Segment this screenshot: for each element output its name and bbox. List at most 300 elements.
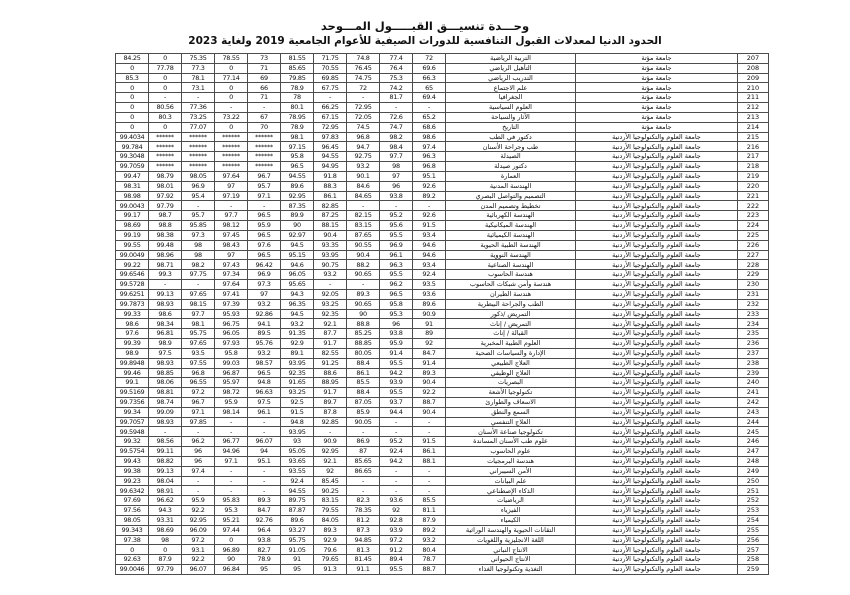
table-row xyxy=(116,260,769,270)
grade-value-cell: 99.34 xyxy=(116,407,149,417)
program-name-cell: العلوم الطبية المخبرية xyxy=(446,339,576,349)
grade-value-cell: 99.09 xyxy=(149,407,182,417)
grade-value-cell: 97.64 xyxy=(215,171,248,181)
grade-value-cell: 99.19 xyxy=(116,230,149,240)
grade-value-cell: 87.05 xyxy=(347,397,380,407)
grade-value-cell: 71 xyxy=(248,93,281,103)
row-number-cell: 245 xyxy=(738,427,769,437)
grade-value-cell: 98.06 xyxy=(149,378,182,388)
table-row xyxy=(116,211,769,221)
grade-value-cell: 79.55 xyxy=(314,506,347,516)
grade-value-cell: 88.85 xyxy=(347,339,380,349)
grade-value-cell: 93.2 xyxy=(413,535,446,545)
university-name-cell: جامعة العلوم والتكنولوجيا الأردنية xyxy=(576,260,738,270)
grade-value-cell: 92.2 xyxy=(182,506,215,516)
grade-value-cell: 87.3 xyxy=(347,525,380,535)
grade-value-cell: 93.6 xyxy=(380,496,413,506)
program-name-cell: الأمن السيبراني xyxy=(446,466,576,476)
grade-value-cell: 92.6 xyxy=(413,181,446,191)
grade-value-cell: 79.85 xyxy=(281,73,314,83)
university-name-cell: جامعة مؤتة xyxy=(576,83,738,93)
table-row xyxy=(116,329,769,339)
grade-value-cell: 97.55 xyxy=(182,358,215,368)
grade-value-cell: 93.95 xyxy=(281,427,314,437)
grade-value-cell: 97 xyxy=(248,289,281,299)
row-number-cell: 214 xyxy=(738,122,769,132)
grade-value-cell: 92.5 xyxy=(281,397,314,407)
program-name-cell: التدريب الرياضي xyxy=(446,73,576,83)
grade-value-cell: 93.9 xyxy=(380,378,413,388)
grade-value-cell: 99.17 xyxy=(116,211,149,221)
grade-value-cell: 93.2 xyxy=(281,319,314,329)
grade-value-cell: 91.4 xyxy=(413,358,446,368)
grade-value-cell: 99.23 xyxy=(116,476,149,486)
grade-value-cell: 87.87 xyxy=(281,506,314,516)
program-name-cell: الطب والجراحة البيطرية xyxy=(446,299,576,309)
table-row xyxy=(116,83,769,93)
grade-value-cell: ****** xyxy=(248,162,281,172)
table-row xyxy=(116,358,769,368)
grade-value-cell: 93.35 xyxy=(314,240,347,250)
grade-value-cell: 91.5 xyxy=(281,407,314,417)
grade-value-cell: 78.9 xyxy=(281,122,314,132)
grade-value-cell: 0 xyxy=(215,93,248,103)
grade-value-cell: 90.4 xyxy=(413,378,446,388)
grade-value-cell: 97.5 xyxy=(248,397,281,407)
grade-value-cell: 93 xyxy=(281,437,314,447)
grade-value-cell: 99.6546 xyxy=(116,270,149,280)
grade-value-cell: 98.91 xyxy=(149,486,182,496)
grade-value-cell: 94.5 xyxy=(281,309,314,319)
grade-value-cell: 93.8 xyxy=(380,191,413,201)
table-row xyxy=(116,122,769,132)
grade-value-cell: 91.1 xyxy=(347,565,380,575)
table-row xyxy=(116,230,769,240)
grade-value-cell: 81.55 xyxy=(281,54,314,64)
row-number-cell: 259 xyxy=(738,565,769,575)
grade-value-cell: 93.6 xyxy=(413,289,446,299)
grade-value-cell: 96.07 xyxy=(248,437,281,447)
grade-value-cell: - xyxy=(248,466,281,476)
grade-value-cell: 96 xyxy=(182,447,215,457)
row-number-cell: 217 xyxy=(738,152,769,162)
grade-value-cell: 90.75 xyxy=(314,260,347,270)
grade-value-cell: 89.6 xyxy=(281,181,314,191)
table-row xyxy=(116,221,769,231)
grade-value-cell: 91.7 xyxy=(314,388,347,398)
table-row xyxy=(116,447,769,457)
program-name-cell: الانتاج الحيواني xyxy=(446,555,576,565)
table-row xyxy=(116,506,769,516)
grade-value-cell: 98.2 xyxy=(182,260,215,270)
grade-value-cell: 97.4 xyxy=(182,466,215,476)
grade-value-cell: 98.93 xyxy=(149,417,182,427)
grade-value-cell: 92.97 xyxy=(281,230,314,240)
program-name-cell: الهندسة المدنية xyxy=(446,181,576,191)
grade-value-cell: 88.3 xyxy=(314,181,347,191)
grade-value-cell: 99.343 xyxy=(116,525,149,535)
university-name-cell: جامعة العلوم والتكنولوجيا الأردنية xyxy=(576,181,738,191)
grade-value-cell: 97.79 xyxy=(149,565,182,575)
table-row xyxy=(116,280,769,290)
grade-value-cell: - xyxy=(149,93,182,103)
grade-value-cell: 98.85 xyxy=(149,368,182,378)
grade-value-cell: 72 xyxy=(347,83,380,93)
grade-value-cell: 93.8 xyxy=(380,329,413,339)
grade-value-cell: 97.44 xyxy=(215,525,248,535)
table-row xyxy=(116,162,769,172)
university-name-cell: جامعة العلوم والتكنولوجيا الأردنية xyxy=(576,496,738,506)
table-row xyxy=(116,496,769,506)
grade-value-cell: 92.6 xyxy=(413,211,446,221)
grade-value-cell: 96 xyxy=(380,181,413,191)
grade-value-cell: 93.2 xyxy=(248,348,281,358)
university-name-cell: جامعة العلوم والتكنولوجيا الأردنية xyxy=(576,329,738,339)
grade-value-cell: 96.45 xyxy=(314,142,347,152)
program-name-cell: التقانات الحيوية والهندسة الوراثية xyxy=(446,525,576,535)
program-name-cell: العلاج الوظيفي xyxy=(446,368,576,378)
grade-value-cell: - xyxy=(347,427,380,437)
grade-value-cell: 99.3048 xyxy=(116,152,149,162)
row-number-cell: 256 xyxy=(738,535,769,545)
grade-value-cell: - xyxy=(413,201,446,211)
grade-value-cell: 67.15 xyxy=(314,112,347,122)
grade-value-cell: 95.1 xyxy=(413,171,446,181)
row-number-cell: 236 xyxy=(738,339,769,349)
grade-value-cell: 99.5754 xyxy=(116,447,149,457)
grade-value-cell: 96.87 xyxy=(215,368,248,378)
grade-value-cell: 99.5948 xyxy=(116,427,149,437)
grade-value-cell: ****** xyxy=(248,142,281,152)
grade-value-cell: - xyxy=(413,427,446,437)
table-row xyxy=(116,171,769,181)
grade-value-cell: - xyxy=(182,476,215,486)
program-name-cell: السمع والنطق xyxy=(446,407,576,417)
grade-value-cell: 71 xyxy=(248,63,281,73)
grade-value-cell: 93.25 xyxy=(314,299,347,309)
grade-value-cell: 80.1 xyxy=(281,103,314,113)
grade-value-cell: 98.4 xyxy=(380,142,413,152)
grade-value-cell: 0 xyxy=(215,122,248,132)
grade-value-cell: 91.5 xyxy=(413,437,446,447)
grade-value-cell: 94.2 xyxy=(380,456,413,466)
grade-value-cell: 0 xyxy=(116,93,149,103)
grade-value-cell: 74.8 xyxy=(347,54,380,64)
grade-value-cell: 97.65 xyxy=(182,339,215,349)
grade-value-cell: 96.84 xyxy=(215,565,248,575)
grade-value-cell: 96.9 xyxy=(248,270,281,280)
grade-value-cell: 73.25 xyxy=(182,112,215,122)
grade-value-cell: 95 xyxy=(248,565,281,575)
university-name-cell: جامعة العلوم والتكنولوجيا الأردنية xyxy=(576,388,738,398)
grade-value-cell: 98.9 xyxy=(149,339,182,349)
table-row xyxy=(116,299,769,309)
grade-value-cell: 94.95 xyxy=(314,162,347,172)
grade-value-cell: 80.4 xyxy=(413,545,446,555)
table-row xyxy=(116,181,769,191)
grade-value-cell: 92 xyxy=(380,506,413,516)
row-number-cell: 248 xyxy=(738,456,769,466)
grade-value-cell: ****** xyxy=(149,142,182,152)
grade-value-cell: - xyxy=(215,103,248,113)
grade-value-cell: 97.3 xyxy=(182,230,215,240)
grade-value-cell: 94.55 xyxy=(281,171,314,181)
row-number-cell: 228 xyxy=(738,260,769,270)
grade-value-cell: - xyxy=(182,93,215,103)
grade-value-cell: 90 xyxy=(347,309,380,319)
university-name-cell: جامعة العلوم والتكنولوجيا الأردنية xyxy=(576,555,738,565)
grade-value-cell: 95.75 xyxy=(281,535,314,545)
row-number-cell: 234 xyxy=(738,319,769,329)
table-row xyxy=(116,417,769,427)
table-row xyxy=(116,309,769,319)
grade-value-cell: - xyxy=(182,486,215,496)
grade-value-cell: 98.79 xyxy=(149,171,182,181)
table-row xyxy=(116,142,769,152)
program-name-cell: الانتاج النباتي xyxy=(446,545,576,555)
grade-value-cell: 84.25 xyxy=(116,54,149,64)
grade-value-cell: 67.75 xyxy=(314,83,347,93)
program-name-cell: الذكاء الإصطناعي xyxy=(446,486,576,496)
grade-value-cell: 89.5 xyxy=(248,329,281,339)
grade-value-cell: 81.3 xyxy=(347,545,380,555)
program-name-cell: الرياضيات xyxy=(446,496,576,506)
grade-value-cell: 0 xyxy=(116,112,149,122)
program-name-cell: الإدارة والسياسات الصحية xyxy=(446,348,576,358)
grade-value-cell: - xyxy=(380,466,413,476)
table-row xyxy=(116,368,769,378)
grade-value-cell: 95.4 xyxy=(182,191,215,201)
row-number-cell: 224 xyxy=(738,221,769,231)
grade-value-cell: 92.95 xyxy=(314,447,347,457)
grade-value-cell: 96.05 xyxy=(281,270,314,280)
grade-value-cell: 93.7 xyxy=(380,397,413,407)
grade-value-cell: 86.9 xyxy=(347,437,380,447)
grade-value-cell: 93.2 xyxy=(248,299,281,309)
university-name-cell: جامعة العلوم والتكنولوجيا الأردنية xyxy=(576,525,738,535)
grade-value-cell: 97.75 xyxy=(182,270,215,280)
grade-value-cell: 92.9 xyxy=(281,339,314,349)
grade-value-cell: 95.5 xyxy=(380,230,413,240)
grade-value-cell: 0 xyxy=(116,63,149,73)
grade-value-cell: 99.33 xyxy=(116,309,149,319)
grade-value-cell: 93.5 xyxy=(413,280,446,290)
grade-value-cell: 92 xyxy=(413,339,446,349)
row-number-cell: 249 xyxy=(738,466,769,476)
grade-value-cell: 77.14 xyxy=(215,73,248,83)
row-number-cell: 209 xyxy=(738,73,769,83)
grade-value-cell: 97 xyxy=(380,171,413,181)
university-name-cell: جامعة العلوم والتكنولوجيا الأردنية xyxy=(576,358,738,368)
grade-value-cell: 97.19 xyxy=(215,191,248,201)
program-name-cell: هندسة الحاسوب xyxy=(446,270,576,280)
grade-value-cell: 97.69 xyxy=(116,496,149,506)
grade-value-cell: 95.65 xyxy=(281,280,314,290)
grade-value-cell: 97.1 xyxy=(248,191,281,201)
table-row xyxy=(116,54,769,64)
grade-value-cell: 95.9 xyxy=(248,221,281,231)
grade-value-cell: 69.85 xyxy=(314,73,347,83)
grade-value-cell: - xyxy=(347,201,380,211)
grade-value-cell: - xyxy=(149,427,182,437)
grade-value-cell: 91.5 xyxy=(413,221,446,231)
grade-value-cell: 95.5 xyxy=(380,358,413,368)
grade-value-cell: 99.0049 xyxy=(116,250,149,260)
grade-value-cell: 93.27 xyxy=(281,525,314,535)
row-number-cell: 218 xyxy=(738,162,769,172)
table-row xyxy=(116,476,769,486)
table-row xyxy=(116,555,769,565)
grade-value-cell: 95.75 xyxy=(182,329,215,339)
grade-value-cell: 97.56 xyxy=(116,506,149,516)
university-name-cell: جامعة العلوم والتكنولوجيا الأردنية xyxy=(576,299,738,309)
grade-value-cell: 97.93 xyxy=(215,339,248,349)
grade-value-cell: 82.85 xyxy=(314,201,347,211)
grade-value-cell: - xyxy=(215,476,248,486)
grade-value-cell: 94 xyxy=(248,447,281,457)
row-number-cell: 225 xyxy=(738,230,769,240)
grade-value-cell: 98.71 xyxy=(149,260,182,270)
grade-value-cell: ****** xyxy=(215,162,248,172)
grade-value-cell: - xyxy=(248,103,281,113)
row-number-cell: 233 xyxy=(738,309,769,319)
program-name-cell: تكنولوجيا الأشعة xyxy=(446,388,576,398)
grade-value-cell: - xyxy=(347,486,380,496)
university-name-cell: جامعة مؤتة xyxy=(576,54,738,64)
grade-value-cell: 75.35 xyxy=(182,54,215,64)
grade-value-cell: - xyxy=(215,486,248,496)
grade-value-cell: 78.55 xyxy=(215,54,248,64)
row-number-cell: 221 xyxy=(738,191,769,201)
grade-value-cell: 74.7 xyxy=(380,122,413,132)
row-number-cell: 255 xyxy=(738,525,769,535)
grade-value-cell: 96 xyxy=(380,319,413,329)
grade-value-cell: 98.6 xyxy=(116,319,149,329)
grade-value-cell: 95.7 xyxy=(182,211,215,221)
grade-value-cell: 98.34 xyxy=(149,319,182,329)
grade-value-cell: 99.39 xyxy=(116,339,149,349)
grade-value-cell: 71.75 xyxy=(314,54,347,64)
grade-value-cell: - xyxy=(413,476,446,486)
grade-value-cell: 90.65 xyxy=(347,270,380,280)
grade-value-cell: 95.8 xyxy=(380,299,413,309)
grade-value-cell: 97.15 xyxy=(281,142,314,152)
grade-value-cell: 93.8 xyxy=(248,535,281,545)
university-name-cell: جامعة العلوم والتكنولوجيا الأردنية xyxy=(576,201,738,211)
grade-value-cell: 87.8 xyxy=(314,407,347,417)
university-name-cell: جامعة العلوم والتكنولوجيا الأردنية xyxy=(576,191,738,201)
grade-value-cell: 81.2 xyxy=(347,515,380,525)
grade-value-cell: 98.15 xyxy=(182,299,215,309)
grade-value-cell: 99.1 xyxy=(116,378,149,388)
grade-value-cell: 99.48 xyxy=(149,240,182,250)
grade-value-cell: - xyxy=(215,466,248,476)
grade-value-cell: 97.3 xyxy=(248,280,281,290)
grade-value-cell: 98.93 xyxy=(149,358,182,368)
grade-value-cell: 92 xyxy=(314,466,347,476)
grade-value-cell: 96.62 xyxy=(149,496,182,506)
grade-value-cell: 95.1 xyxy=(248,456,281,466)
row-number-cell: 210 xyxy=(738,83,769,93)
program-name-cell: التأهيل الرياضي xyxy=(446,63,576,73)
grade-value-cell: 99.7873 xyxy=(116,299,149,309)
page-title: وحـــدة تنسيـــق القبـــــول المـــوحد xyxy=(320,19,530,33)
grade-value-cell: - xyxy=(215,201,248,211)
grade-value-cell: 0 xyxy=(116,545,149,555)
grade-value-cell: 93.2 xyxy=(314,270,347,280)
grade-value-cell: 96.89 xyxy=(215,545,248,555)
grade-value-cell: 99.7356 xyxy=(116,397,149,407)
program-name-cell: العلوم السياسية xyxy=(446,103,576,113)
program-name-cell: الاسعاف والطوارئ xyxy=(446,397,576,407)
grade-value-cell: 95.15 xyxy=(281,250,314,260)
university-name-cell: جامعة العلوم والتكنولوجيا الأردنية xyxy=(576,407,738,417)
program-name-cell: البصريات xyxy=(446,378,576,388)
program-name-cell: الهندسة النووية xyxy=(446,250,576,260)
grade-value-cell: 98.98 xyxy=(116,191,149,201)
university-name-cell: جامعة العلوم والتكنولوجيا الأردنية xyxy=(576,230,738,240)
program-name-cell: تكنولوجيا صناعة الأسنان xyxy=(446,427,576,437)
grade-value-cell: 97.43 xyxy=(215,260,248,270)
grade-value-cell: 94.6 xyxy=(413,240,446,250)
grade-value-cell: 96.9 xyxy=(182,181,215,191)
table-row xyxy=(116,152,769,162)
grade-value-cell: 81.45 xyxy=(347,555,380,565)
grade-value-cell: 99.8948 xyxy=(116,358,149,368)
grade-value-cell: 98.1 xyxy=(182,319,215,329)
grade-value-cell: 99.3 xyxy=(149,270,182,280)
grade-value-cell: 92.76 xyxy=(248,515,281,525)
grade-value-cell: 87.7 xyxy=(314,329,347,339)
grade-value-cell: 78.9 xyxy=(248,555,281,565)
grade-value-cell: 89.6 xyxy=(413,299,446,309)
grade-value-cell: 96.07 xyxy=(182,565,215,575)
grade-value-cell: - xyxy=(413,103,446,113)
grade-value-cell: 91 xyxy=(413,319,446,329)
grade-value-cell: 98.69 xyxy=(149,525,182,535)
grade-value-cell: 99.47 xyxy=(116,171,149,181)
table-row xyxy=(116,73,769,83)
grade-value-cell: 89.9 xyxy=(281,211,314,221)
grade-value-cell: 77.36 xyxy=(182,103,215,113)
table-row xyxy=(116,250,769,260)
university-name-cell: جامعة العلوم والتكنولوجيا الأردنية xyxy=(576,378,738,388)
grade-value-cell: 99.38 xyxy=(116,466,149,476)
grade-value-cell: 72.95 xyxy=(314,122,347,132)
grade-value-cell: 86.1 xyxy=(314,191,347,201)
grade-value-cell: 97.7 xyxy=(182,309,215,319)
grade-value-cell: 99.32 xyxy=(116,437,149,447)
row-number-cell: 222 xyxy=(738,201,769,211)
grade-value-cell: 91.35 xyxy=(281,329,314,339)
grade-value-cell: 90 xyxy=(215,555,248,565)
row-number-cell: 208 xyxy=(738,63,769,73)
grade-value-cell: ****** xyxy=(248,152,281,162)
grade-value-cell: 98.6 xyxy=(149,309,182,319)
grade-value-cell: 99.03 xyxy=(215,358,248,368)
grade-value-cell: 65 xyxy=(413,83,446,93)
grade-value-cell: 92.8 xyxy=(380,515,413,525)
row-number-cell: 258 xyxy=(738,555,769,565)
university-name-cell: جامعة العلوم والتكنولوجيا الأردنية xyxy=(576,250,738,260)
grade-value-cell: 89.2 xyxy=(413,525,446,535)
grade-value-cell: 89.6 xyxy=(281,515,314,525)
grade-value-cell: 96.35 xyxy=(281,299,314,309)
grade-value-cell: 0 xyxy=(149,83,182,93)
program-name-cell: الهندسة الميكانيكية xyxy=(446,221,576,231)
grade-value-cell: 93.55 xyxy=(281,466,314,476)
grade-value-cell: 90.55 xyxy=(347,240,380,250)
